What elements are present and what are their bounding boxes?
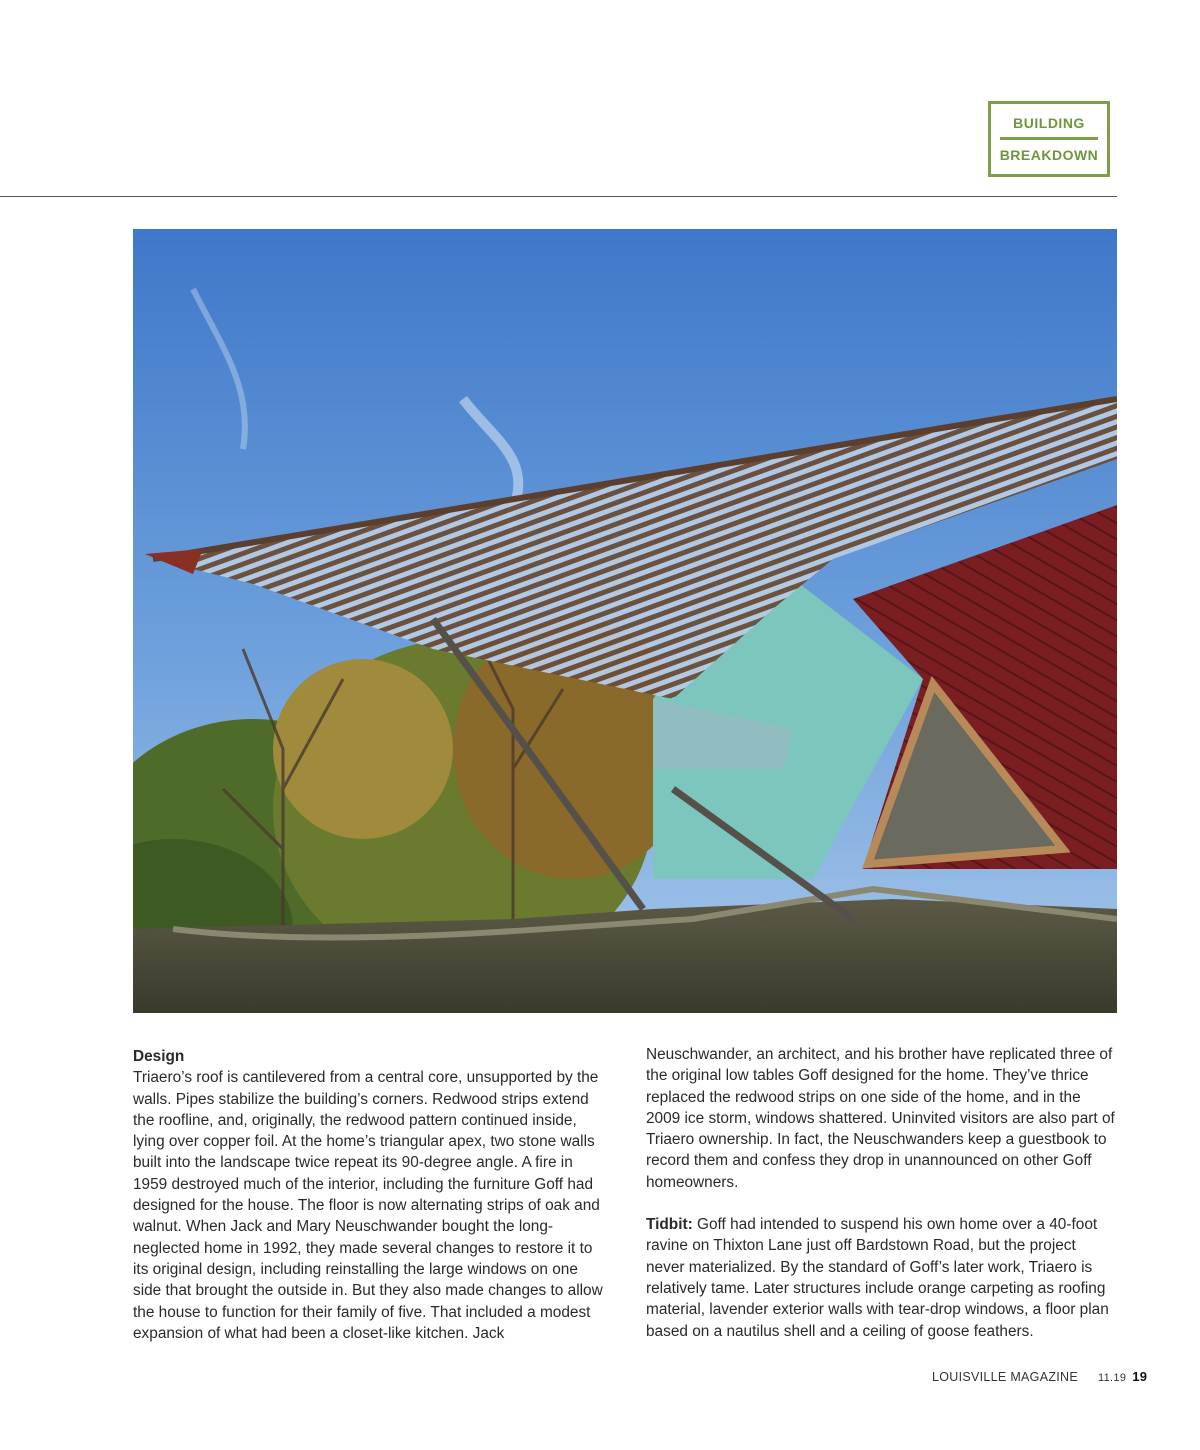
badge-line-2: BREAKDOWN [999, 147, 1099, 163]
article-column-right [646, 1044, 1118, 1342]
publication-name: LOUISVILLE MAGAZINE [932, 1370, 1079, 1384]
tidbit-label: Tidbit: [646, 1216, 693, 1234]
design-paragraph: Triaero’s roof is cantilevered from a central core, unsupported by the walls. Pipes stabilize the building’s corners. Redwood strips extend the roofline, and, originally, the redwood pattern continued inside, lying over copper foil. At the home’s triangular apex, two stone walls built into the landscape twice repeat its 90-degree angle. A fire in 1959 destroyed much of the interior, including the furniture Goff had designed for the house. The floor is now alternating strips of oak and walnut. When Jack and Mary Neuschwander bought the long-neglected home in 1992, they made several changes to restore it to its original design, including reinstalling the large windows on one side that brought the outside in. But they also made changes to allow the house to function for their family of five. That included a modest expansion of what had been a closet-like kitchen. Jack [133, 1069, 603, 1342]
design-heading: Design [133, 1048, 185, 1065]
tidbit-paragraph [646, 1214, 1118, 1342]
paragraph-spacer [646, 1193, 1118, 1214]
page-number: 19 [1132, 1369, 1148, 1384]
header-rule [0, 196, 1117, 197]
section-badge [988, 101, 1110, 177]
badge-line-1: BUILDING [1013, 115, 1085, 131]
issue-date: 11.19 [1098, 1372, 1127, 1384]
house-photo [133, 229, 1117, 1013]
page-footer [932, 1369, 1147, 1384]
article-column-left [133, 1046, 605, 1344]
tidbit-text: Goff had intended to suspend his own home over a 40-foot ravine on Thixton Lane just off Bardstown Road, but the project never materialized. By the standard of Goff’s later work, Triaero is relatively tame. Later structures include orange carpeting as roofing material, lavender exterior walls with tear-drop windows, a floor plan based on a nautilus shell and a ceiling of goose feathers. [646, 1216, 1109, 1340]
badge-divider [1000, 137, 1098, 140]
continued-paragraph: Neuschwander, an architect, and his brother have replicated three of the original low tables Goff designed for the home. They’ve thrice replaced the redwood strips on one side of the home, and in the 2009 ice storm, windows shattered. Uninvited visitors are also part of Triaero ownership. In fact, the Neuschwanders keep a guestbook to record them and confess they drop in unannounced on other Goff homeowners. [646, 1046, 1115, 1191]
